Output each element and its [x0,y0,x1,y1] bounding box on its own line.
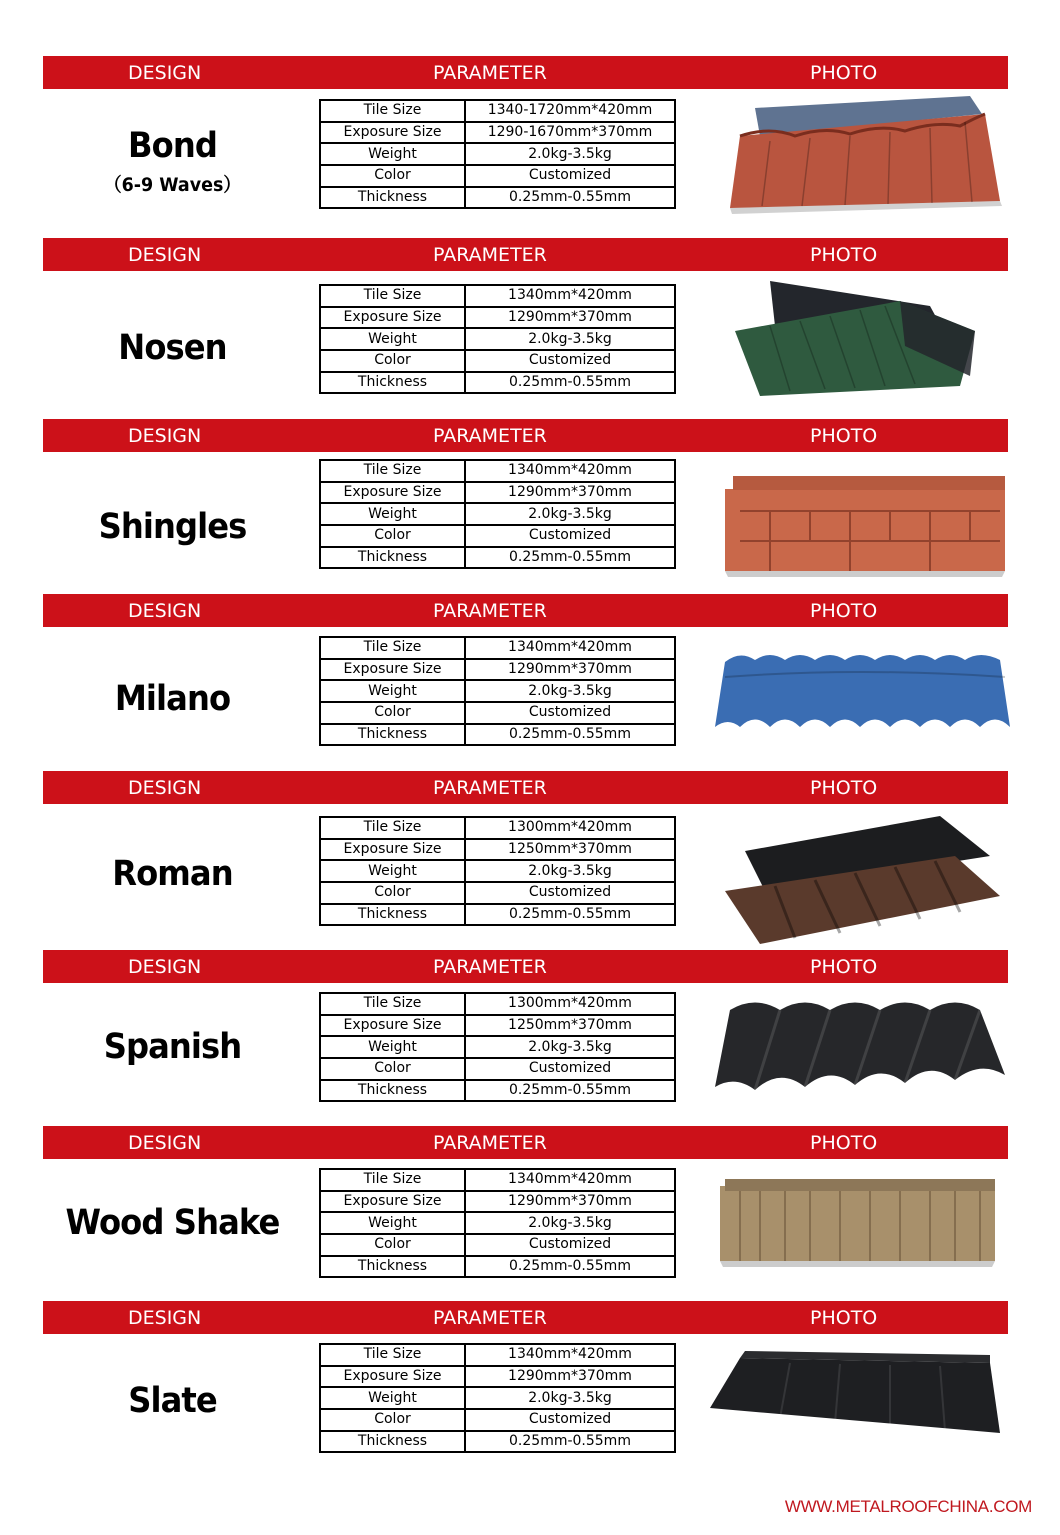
param-row [320,860,675,882]
param-value: 0.25mm-0.55mm [465,724,675,746]
param-value: 1300mm*420mm [465,817,675,839]
param-value: 1290mm*370mm [465,307,675,329]
param-value: 0.25mm-0.55mm [465,904,675,926]
param-row [320,328,675,350]
product-name [51,1381,295,1421]
parameter-table [319,636,676,746]
param-value: 1290mm*370mm [465,659,675,681]
product-name [51,328,295,368]
parameter-table [319,1168,676,1278]
param-row [320,1344,675,1366]
param-label: Thickness [320,904,465,926]
product-photo [700,471,1020,585]
product-section [0,771,1060,941]
product-title: Milano [114,679,231,719]
param-row [320,1212,675,1234]
param-row [320,482,675,504]
tile-body [715,655,1010,727]
param-value: 1290mm*370mm [465,1366,675,1388]
param-label: Tile Size [320,1169,465,1191]
header-design: DESIGN [128,425,202,447]
parameter-table [319,1343,676,1453]
param-label: Color [320,165,465,187]
param-value: 1340mm*420mm [465,1344,675,1366]
param-value: 0.25mm-0.55mm [465,1080,675,1102]
product-section [0,1126,1060,1296]
param-label: Tile Size [320,460,465,482]
param-label: Tile Size [320,285,465,307]
param-value: 1340mm*420mm [465,285,675,307]
param-label: Exposure Size [320,839,465,861]
param-value: 2.0kg-3.5kg [465,1212,675,1234]
param-row [320,637,675,659]
header-parameter: PARAMETER [433,600,547,622]
header-photo: PHOTO [810,1307,878,1329]
param-row [320,165,675,187]
param-label: Color [320,350,465,372]
product-section [0,238,1060,408]
header-parameter: PARAMETER [433,1132,547,1154]
param-label: Thickness [320,187,465,209]
param-value: 1290mm*370mm [465,1191,675,1213]
header-parameter: PARAMETER [433,425,547,447]
param-value: 2.0kg-3.5kg [465,860,675,882]
param-row [320,372,675,394]
product-photo [700,1343,1020,1457]
product-subtitle: （6-9 Waves） [104,174,241,196]
product-photo [700,642,1020,756]
param-label: Thickness [320,547,465,569]
param-row [320,547,675,569]
param-row [320,460,675,482]
product-title: Roman [112,854,233,894]
product-section [0,950,1060,1120]
header-bar [43,419,1008,452]
product-title: Bond [128,126,217,166]
website-url[interactable]: WWW.METALROOFCHINA.COM [784,1497,1032,1516]
param-row [320,100,675,122]
product-title: Wood Shake [65,1203,280,1243]
tile-body [710,1358,1000,1433]
param-value: 0.25mm-0.55mm [465,547,675,569]
param-value: 2.0kg-3.5kg [465,143,675,165]
product-name [51,679,295,719]
product-section [0,594,1060,764]
header-bar [43,594,1008,627]
param-row [320,724,675,746]
param-row [320,1431,675,1453]
param-value: 1340mm*420mm [465,1169,675,1191]
param-row [320,1036,675,1058]
product-name [51,1027,295,1067]
param-value: Customized [465,165,675,187]
param-row [320,1058,675,1080]
param-row [320,1015,675,1037]
param-row [320,904,675,926]
param-row [320,285,675,307]
header-photo: PHOTO [810,600,878,622]
param-row [320,1256,675,1278]
header-photo: PHOTO [810,1132,878,1154]
param-label: Tile Size [320,817,465,839]
param-row [320,993,675,1015]
param-label: Weight [320,1036,465,1058]
param-value: Customized [465,525,675,547]
product-title: Spanish [103,1027,242,1067]
param-row [320,1234,675,1256]
param-label: Weight [320,860,465,882]
param-label: Color [320,1234,465,1256]
param-row [320,503,675,525]
parameter-table [319,284,676,394]
tile-body [725,489,1005,571]
header-design: DESIGN [128,244,202,266]
param-row [320,1169,675,1191]
param-row [320,350,675,372]
param-value: 0.25mm-0.55mm [465,1431,675,1453]
param-label: Weight [320,503,465,525]
param-value: Customized [465,702,675,724]
header-photo: PHOTO [810,244,878,266]
param-label: Exposure Size [320,659,465,681]
param-label: Exposure Size [320,307,465,329]
param-value: 2.0kg-3.5kg [465,680,675,702]
param-row [320,307,675,329]
param-label: Weight [320,1212,465,1234]
param-label: Color [320,1058,465,1080]
param-row [320,659,675,681]
parameter-table [319,99,676,209]
param-value: 1290mm*370mm [465,482,675,504]
param-label: Tile Size [320,100,465,122]
param-row [320,1366,675,1388]
header-parameter: PARAMETER [433,244,547,266]
product-section [0,1301,1060,1471]
param-label: Thickness [320,372,465,394]
product-name [51,126,295,197]
param-label: Weight [320,1387,465,1409]
param-label: Tile Size [320,1344,465,1366]
param-row [320,702,675,724]
param-value: Customized [465,1409,675,1431]
header-design: DESIGN [128,600,202,622]
param-value: 1250mm*370mm [465,839,675,861]
header-bar [43,56,1008,89]
header-parameter: PARAMETER [433,956,547,978]
param-value: 2.0kg-3.5kg [465,328,675,350]
param-label: Exposure Size [320,1366,465,1388]
product-title: Slate [128,1381,217,1421]
param-value: 1300mm*420mm [465,993,675,1015]
header-parameter: PARAMETER [433,777,547,799]
header-bar [43,1126,1008,1159]
param-row [320,187,675,209]
header-design: DESIGN [128,777,202,799]
header-bar [43,950,1008,983]
param-row [320,680,675,702]
param-row [320,525,675,547]
parameter-table [319,816,676,926]
header-parameter: PARAMETER [433,1307,547,1329]
param-label: Color [320,882,465,904]
param-row [320,143,675,165]
param-label: Exposure Size [320,482,465,504]
header-bar [43,238,1008,271]
header-design: DESIGN [128,1307,202,1329]
parameter-table [319,459,676,569]
product-photo [700,276,1020,410]
param-row [320,122,675,144]
param-value: 1340-1720mm*420mm [465,100,675,122]
param-label: Color [320,525,465,547]
product-name [51,854,295,894]
param-value: Customized [465,1058,675,1080]
header-bar [43,1301,1008,1334]
param-label: Tile Size [320,637,465,659]
header-design: DESIGN [128,62,202,84]
param-label: Thickness [320,1431,465,1453]
param-value: Customized [465,882,675,904]
product-section [0,419,1060,589]
param-row [320,1409,675,1431]
product-photo [700,96,1020,230]
param-value: Customized [465,350,675,372]
tile-body [720,1186,995,1261]
param-row [320,882,675,904]
param-value: 1340mm*420mm [465,637,675,659]
param-value: 1290-1670mm*370mm [465,122,675,144]
param-row [320,1080,675,1102]
param-label: Tile Size [320,993,465,1015]
param-row [320,1387,675,1409]
param-label: Thickness [320,724,465,746]
param-label: Exposure Size [320,1191,465,1213]
param-row [320,839,675,861]
param-value: 2.0kg-3.5kg [465,1036,675,1058]
product-section [0,56,1060,226]
product-name [51,507,295,547]
param-value: 1250mm*370mm [465,1015,675,1037]
param-value: Customized [465,1234,675,1256]
header-design: DESIGN [128,1132,202,1154]
header-bar [43,771,1008,804]
param-value: 0.25mm-0.55mm [465,372,675,394]
param-label: Weight [320,680,465,702]
header-photo: PHOTO [810,956,878,978]
param-label: Color [320,1409,465,1431]
param-value: 0.25mm-0.55mm [465,187,675,209]
param-value: 2.0kg-3.5kg [465,1387,675,1409]
header-photo: PHOTO [810,425,878,447]
product-photo [700,1171,1020,1285]
param-label: Thickness [320,1080,465,1102]
param-value: 1340mm*420mm [465,460,675,482]
product-photo [700,995,1020,1109]
param-label: Exposure Size [320,1015,465,1037]
header-photo: PHOTO [810,62,878,84]
header-parameter: PARAMETER [433,62,547,84]
param-value: 2.0kg-3.5kg [465,503,675,525]
param-row [320,817,675,839]
product-title: Nosen [118,328,227,368]
param-label: Weight [320,328,465,350]
param-value: 0.25mm-0.55mm [465,1256,675,1278]
param-label: Exposure Size [320,122,465,144]
product-title: Shingles [98,507,247,547]
param-row [320,1191,675,1213]
param-label: Thickness [320,1256,465,1278]
header-design: DESIGN [128,956,202,978]
param-label: Weight [320,143,465,165]
product-name [51,1203,295,1243]
param-label: Color [320,702,465,724]
product-photo [700,816,1020,950]
parameter-table [319,992,676,1102]
header-photo: PHOTO [810,777,878,799]
